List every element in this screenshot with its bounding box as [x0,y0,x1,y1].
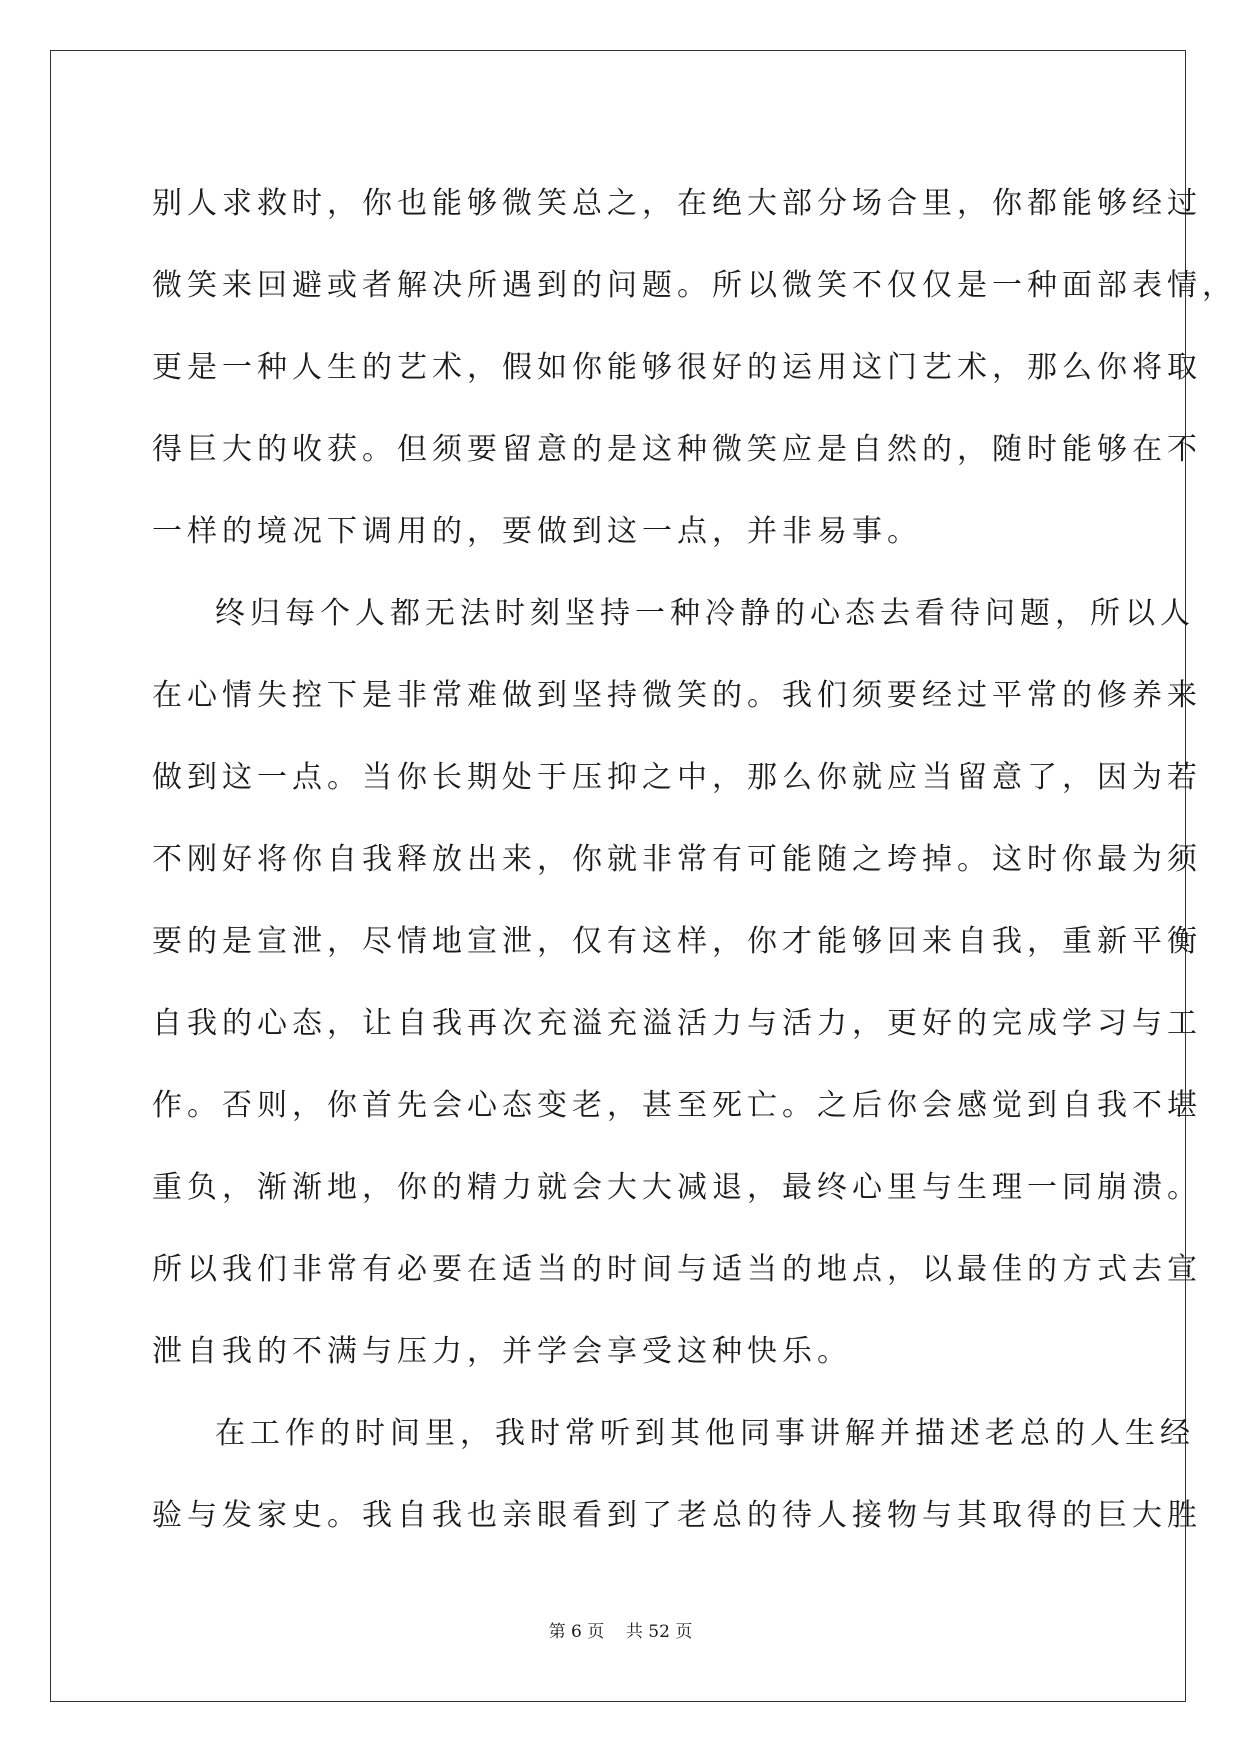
page-number-footer: 第 6 页 共 52 页 [548,1622,693,1642]
text-line: 得巨大的收获。但须要留意的是这种微笑应是自然的，随时能够在不 [152,432,1202,467]
text-line: 在心情失控下是非常难做到坚持微笑的。我们须要经过平常的修养来 [152,678,1202,713]
text-line: 要的是宣泄，尽情地宣泄，仅有这样，你才能够回来自我，重新平衡 [152,924,1202,959]
text-line: 在工作的时间里，我时常听到其他同事讲解并描述老总的人生经 [215,1416,1195,1451]
text-line: 重负，渐渐地，你的精力就会大大减退，最终心里与生理一同崩溃。 [152,1170,1202,1205]
text-line: 微笑来回避或者解决所遇到的问题。所以微笑不仅仅是一种面部表情， [152,268,1237,303]
text-line: 泄自我的不满与压力，并学会享受这种快乐。 [152,1334,852,1369]
document-body [152,163,1237,1557]
text-line: 作。否则，你首先会心态变老，甚至死亡。之后你会感觉到自我不堪 [152,1088,1202,1123]
text-line: 更是一种人生的艺术，假如你能够很好的运用这门艺术，那么你将取 [152,350,1202,385]
text-line: 做到这一点。当你长期处于压抑之中，那么你就应当留意了，因为若 [152,760,1202,795]
text-line: 所以我们非常有必要在适当的时间与适当的地点，以最佳的方式去宣 [152,1252,1202,1287]
text-line: 验与发家史。我自我也亲眼看到了老总的待人接物与其取得的巨大胜 [152,1498,1202,1533]
text-line: 别人求救时，你也能够微笑总之，在绝大部分场合里，你都能够经过 [152,186,1202,221]
text-line: 一样的境况下调用的，要做到这一点，并非易事。 [152,514,922,549]
text-line: 自我的心态，让自我再次充溢充溢活力与活力，更好的完成学习与工 [152,1006,1202,1041]
text-line: 终归每个人都无法时刻坚持一种冷静的心态去看待问题，所以人 [215,596,1195,631]
text-line: 不刚好将你自我释放出来，你就非常有可能随之垮掉。这时你最为须 [152,842,1202,877]
